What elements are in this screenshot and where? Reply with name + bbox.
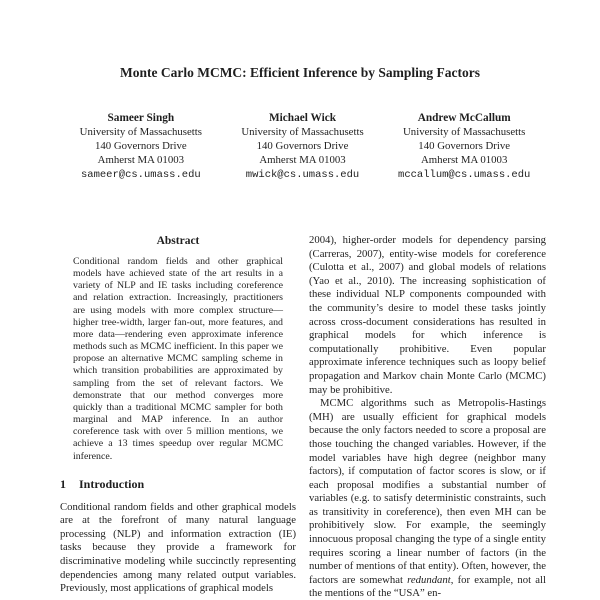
author-address-line2: Amherst MA 01003 [420, 154, 508, 166]
introduction-paragraph: Conditional random fields and other graphical models are at the forefront of many natural language processing (NLP) and information extraction (IE) tasks because they provide a framework for discriminative modeling while succinctly representing dependencies among many related output variables. Previously, most applications of graphical models [60, 500, 296, 595]
author-email: mccallum@cs.umass.edu [398, 169, 531, 181]
author-email: mwick@cs.umass.edu [245, 169, 360, 181]
paper-title: Monte Carlo MCMC: Efficient Inference by Sampling Factors [119, 65, 481, 80]
author-name: Michael Wick [268, 112, 337, 124]
author-address-line2: Amherst MA 01003 [259, 154, 346, 166]
paragraph-2-italic-word: redundant [407, 573, 451, 586]
abstract-text: Conditional random fields and other graphical models have achieved state of the art results in a variety of NLP and IE tasks including coreference and relation extraction. Increasingly, practitioners are using models with more complex structure—higher tree-width, larger fan-out, more features, and more data—rendering even approximate inference methods such as MCMC inefficient. In this paper we propose an alternative MCMC sampling scheme in which transition probabilities are approximated by sampling from the set of relevant factors. We demonstrate that our method converges more quickly than a traditional MCMC sampler for both marginal and MAP inference. In an author coreference task with over 5 million mentions, we achieve a 13 times speedup over regular MCMC inference. [73, 256, 283, 462]
author-name: Sameer Singh [107, 112, 175, 124]
section-number: 1 [60, 476, 66, 491]
author-address-line1: 140 Governors Drive [256, 140, 349, 152]
author-block-sameer-singh [60, 111, 222, 182]
author-address-line2: Amherst MA 01003 [97, 154, 185, 166]
paragraph-2-text: MCMC algorithms such as Metropolis-Hastings (MH) are usually efficient for graphical models because the only factors needed to score a proposal are those touching the changed variables. However, if the model variables have high degree (neighbor many factors), if computation of factor scores is slow, or if each proposal modifies a substantial number of variables (e.g. to satisfy deterministic constraints, such as transitivity in coreference), then even MH can be prohibitively slow. For example, the seemingly innocuous proposal changing the type of a single entity requires scoring a linear number of factors (in the number of mentions of that entity). Often, however, the factors are somewhat [309, 397, 546, 586]
section-heading-introduction [60, 477, 296, 492]
section-title: Introduction [79, 476, 145, 491]
author-address-line1: 140 Governors Drive [94, 140, 187, 152]
author-affiliation: University of Massachusetts [403, 126, 526, 138]
right-column-paragraph-1: 2004), higher-order models for dependency parsing (Carreras, 2007), entity-wise models for coreference (Culotta et al., 2007) and global models of relations (Yao et al., 2010). The increasing sophistication of these individual NLP components compounded with the community’s desire to model these tasks jointly across cross-document considerations has resulted in graphical models for which inference is computationally prohibitive. Even popular approximate inference techniques such as loopy belief propagation and Markov chain Monte Carlo (MCMC) may be prohibitive. [309, 234, 546, 396]
paragraph-2-text-after: , for example, not all the mentions of the “USA” en- [309, 573, 546, 600]
left-column [60, 234, 296, 600]
author-name: Andrew McCallum [417, 112, 511, 124]
author-address-line1: 140 Governors Drive [418, 140, 511, 152]
right-column [309, 234, 546, 600]
author-affiliation: University of Massachusetts [241, 126, 364, 138]
abstract-heading: Abstract [156, 235, 200, 247]
author-block-andrew-mccallum [383, 111, 545, 182]
two-column-body [60, 234, 546, 600]
authors-row [60, 111, 545, 182]
author-email: sameer@cs.umass.edu [80, 169, 201, 181]
author-affiliation: University of Massachusetts [79, 126, 203, 138]
right-column-paragraph-2 [309, 397, 546, 600]
author-block-michael-wick [222, 111, 384, 182]
